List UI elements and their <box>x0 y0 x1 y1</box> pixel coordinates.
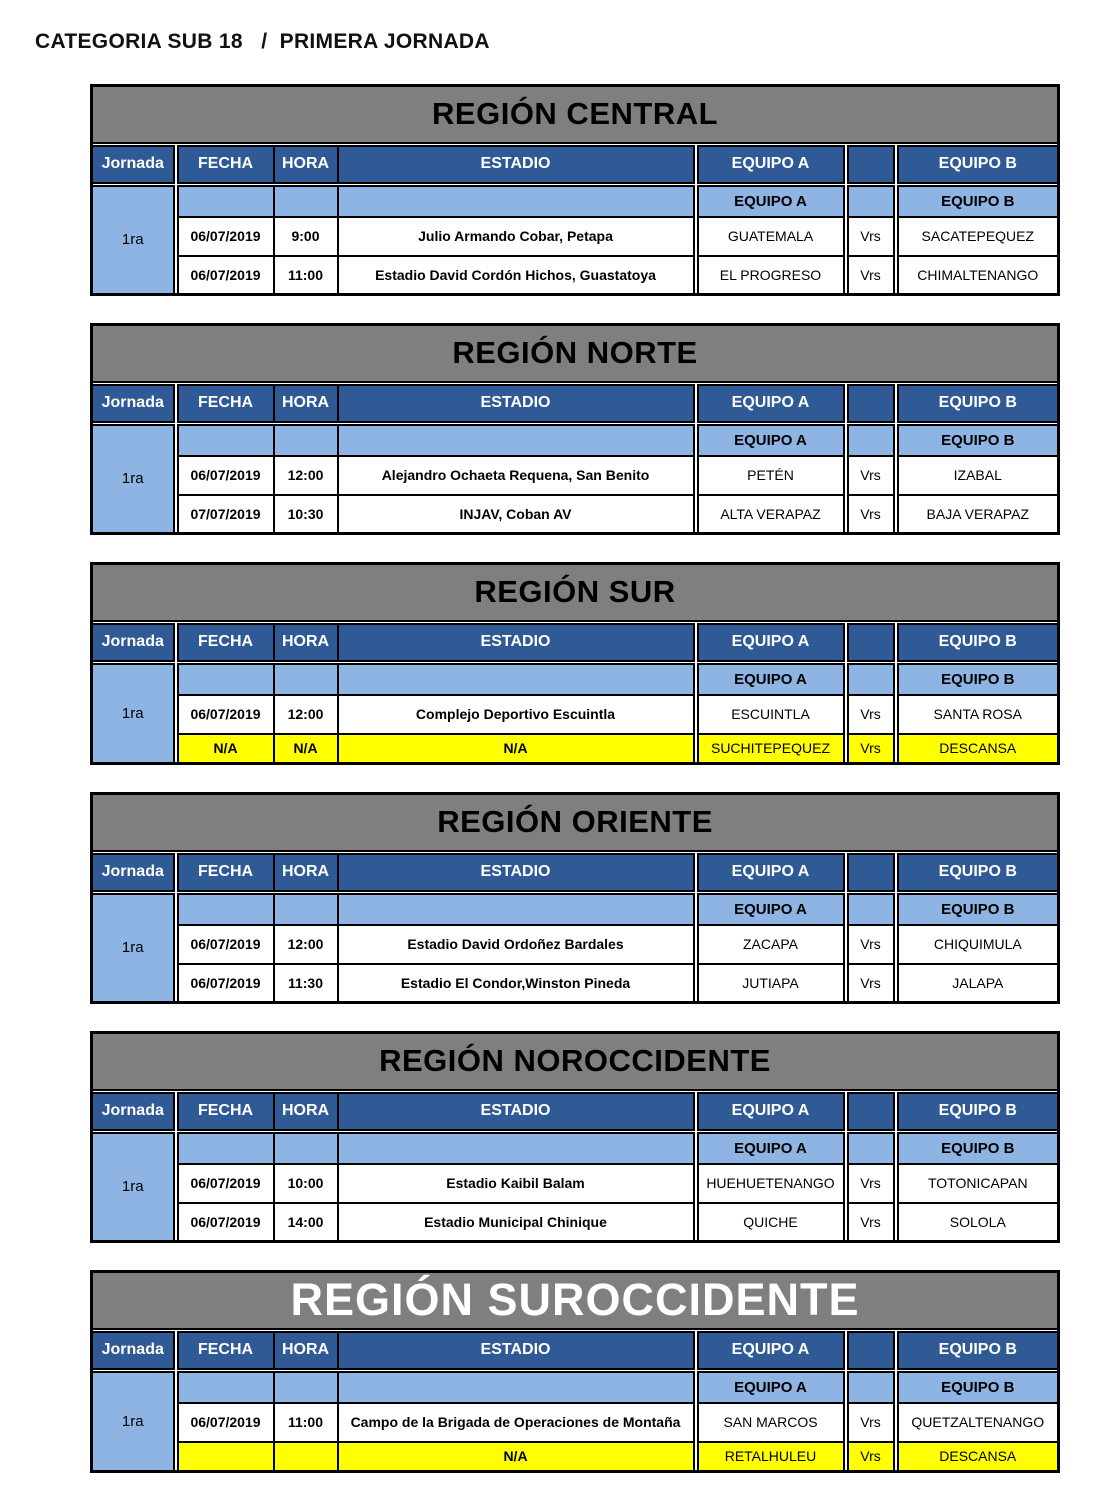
region-title: REGIÓN SUR <box>92 564 1059 621</box>
jornada-cell: 1ra <box>92 186 174 295</box>
column-header-jornada: Jornada <box>92 146 174 183</box>
column-header-equipo-b: EQUIPO B <box>898 854 1059 891</box>
subheader-fecha-empty <box>178 186 274 217</box>
subheader-hora-empty <box>274 1133 338 1164</box>
subheader-equipo-a: EQUIPO A <box>698 186 844 217</box>
column-header-jornada: Jornada <box>92 385 174 422</box>
subheader-equipo-a: EQUIPO A <box>698 664 844 695</box>
column-header-hora: HORA <box>274 1332 338 1369</box>
equipo-b-cell: QUETZALTENANGO <box>898 1403 1059 1442</box>
schedule-page <box>0 30 1107 1511</box>
column-header-fecha: FECHA <box>178 854 274 891</box>
region-table <box>90 1031 1060 1243</box>
vrs-cell: Vrs <box>848 1164 894 1203</box>
jornada-cell: 1ra <box>92 894 174 1003</box>
column-header-equipo-a: EQUIPO A <box>698 624 844 661</box>
column-header-equipo-a: EQUIPO A <box>698 385 844 422</box>
region-table <box>90 84 1060 296</box>
subheader-estadio-empty <box>338 1372 694 1403</box>
subheader-equipo-b: EQUIPO B <box>898 186 1059 217</box>
estadio-cell: Estadio Kaibil Balam <box>338 1164 694 1203</box>
equipo-a-cell: SUCHITEPEQUEZ <box>698 734 844 764</box>
column-header-estadio: ESTADIO <box>338 146 694 183</box>
subheader-equipo-b: EQUIPO B <box>898 425 1059 456</box>
column-header-fecha: FECHA <box>178 624 274 661</box>
hora-cell: 10:00 <box>274 1164 338 1203</box>
vrs-cell: Vrs <box>848 495 894 534</box>
header-row <box>92 1332 1059 1369</box>
equipo-b-cell: CHIQUIMULA <box>898 925 1059 964</box>
column-header-fecha: FECHA <box>178 1332 274 1369</box>
equipo-a-cell: EL PROGRESO <box>698 256 844 295</box>
fecha-cell: 06/07/2019 <box>178 456 274 495</box>
subheader-estadio-empty <box>338 425 694 456</box>
header-row <box>92 146 1059 183</box>
subheader-hora-empty <box>274 1372 338 1403</box>
hora-cell: N/A <box>274 734 338 764</box>
jornada-cell: 1ra <box>92 425 174 534</box>
estadio-cell: Estadio David Cordón Hichos, Guastatoya <box>338 256 694 295</box>
subheader-estadio-empty <box>338 664 694 695</box>
region-title: REGIÓN SUROCCIDENTE <box>92 1272 1059 1329</box>
hora-cell: 11:00 <box>274 256 338 295</box>
match-row <box>92 734 1059 764</box>
vrs-cell: Vrs <box>848 925 894 964</box>
region-title: REGIÓN CENTRAL <box>92 86 1059 143</box>
match-row <box>92 1442 1059 1472</box>
column-header-hora: HORA <box>274 385 338 422</box>
subheader-fecha-empty <box>178 664 274 695</box>
fecha-cell: 06/07/2019 <box>178 1403 274 1442</box>
subheader-row <box>92 1133 1059 1164</box>
match-row <box>92 695 1059 734</box>
match-row <box>92 964 1059 1003</box>
fecha-cell <box>178 1442 274 1472</box>
subheader-equipo-b: EQUIPO B <box>898 1133 1059 1164</box>
column-header-hora: HORA <box>274 1093 338 1130</box>
region-title: REGIÓN ORIENTE <box>92 794 1059 851</box>
jornada-cell: 1ra <box>92 664 174 764</box>
subheader-equipo-b: EQUIPO B <box>898 1372 1059 1403</box>
fecha-cell: 06/07/2019 <box>178 1164 274 1203</box>
hora-cell: 12:00 <box>274 695 338 734</box>
column-header-hora: HORA <box>274 624 338 661</box>
column-header-fecha: FECHA <box>178 146 274 183</box>
match-row <box>92 495 1059 534</box>
column-header-hora: HORA <box>274 146 338 183</box>
column-header-jornada: Jornada <box>92 854 174 891</box>
equipo-a-cell: SAN MARCOS <box>698 1403 844 1442</box>
estadio-cell: Estadio El Condor,Winston Pineda <box>338 964 694 1003</box>
equipo-a-cell: GUATEMALA <box>698 217 844 256</box>
subheader-equipo-a: EQUIPO A <box>698 1133 844 1164</box>
equipo-a-cell: ESCUINTLA <box>698 695 844 734</box>
column-header-equipo-a: EQUIPO A <box>698 1093 844 1130</box>
subheader-vrs-empty <box>848 186 894 217</box>
equipo-b-cell: SANTA ROSA <box>898 695 1059 734</box>
equipo-b-cell: SACATEPEQUEZ <box>898 217 1059 256</box>
column-header-equipo-a: EQUIPO A <box>698 1332 844 1369</box>
column-header-jornada: Jornada <box>92 1093 174 1130</box>
column-header-vrs-empty <box>848 146 894 183</box>
fecha-cell: 06/07/2019 <box>178 964 274 1003</box>
vrs-cell: Vrs <box>848 695 894 734</box>
fecha-cell: 06/07/2019 <box>178 1203 274 1242</box>
equipo-b-cell: BAJA VERAPAZ <box>898 495 1059 534</box>
column-header-equipo-b: EQUIPO B <box>898 385 1059 422</box>
column-header-vrs-empty <box>848 385 894 422</box>
estadio-cell: Estadio Municipal Chinique <box>338 1203 694 1242</box>
match-row <box>92 456 1059 495</box>
region-table <box>90 1270 1060 1473</box>
subheader-row <box>92 186 1059 217</box>
jornada-cell: 1ra <box>92 1133 174 1242</box>
subheader-fecha-empty <box>178 425 274 456</box>
region-tables-container <box>90 84 1057 1473</box>
vrs-cell: Vrs <box>848 1442 894 1472</box>
subheader-equipo-a: EQUIPO A <box>698 1372 844 1403</box>
equipo-a-cell: HUEHUETENANGO <box>698 1164 844 1203</box>
subheader-vrs-empty <box>848 425 894 456</box>
subheader-equipo-b: EQUIPO B <box>898 894 1059 925</box>
match-row <box>92 1203 1059 1242</box>
hora-cell: 14:00 <box>274 1203 338 1242</box>
region-title: REGIÓN NORTE <box>92 325 1059 382</box>
fecha-cell: 06/07/2019 <box>178 217 274 256</box>
subheader-vrs-empty <box>848 1133 894 1164</box>
subheader-hora-empty <box>274 186 338 217</box>
equipo-b-cell: DESCANSA <box>898 734 1059 764</box>
subheader-equipo-a: EQUIPO A <box>698 425 844 456</box>
subheader-row <box>92 894 1059 925</box>
vrs-cell: Vrs <box>848 1403 894 1442</box>
estadio-cell: Julio Armando Cobar, Petapa <box>338 217 694 256</box>
subheader-vrs-empty <box>848 1372 894 1403</box>
vrs-cell: Vrs <box>848 1203 894 1242</box>
match-row <box>92 1164 1059 1203</box>
column-header-jornada: Jornada <box>92 624 174 661</box>
subheader-fecha-empty <box>178 1372 274 1403</box>
subheader-estadio-empty <box>338 894 694 925</box>
hora-cell: 12:00 <box>274 925 338 964</box>
subheader-equipo-a: EQUIPO A <box>698 894 844 925</box>
vrs-cell: Vrs <box>848 456 894 495</box>
equipo-b-cell: CHIMALTENANGO <box>898 256 1059 295</box>
match-row <box>92 1403 1059 1442</box>
subheader-vrs-empty <box>848 664 894 695</box>
fecha-cell: 07/07/2019 <box>178 495 274 534</box>
subheader-row <box>92 1372 1059 1403</box>
column-header-estadio: ESTADIO <box>338 624 694 661</box>
region-table <box>90 792 1060 1004</box>
estadio-cell: N/A <box>338 734 694 764</box>
column-header-vrs-empty <box>848 854 894 891</box>
match-row <box>92 217 1059 256</box>
column-header-hora: HORA <box>274 854 338 891</box>
column-header-jornada: Jornada <box>92 1332 174 1369</box>
fecha-cell: 06/07/2019 <box>178 695 274 734</box>
equipo-a-cell: ZACAPA <box>698 925 844 964</box>
subheader-vrs-empty <box>848 894 894 925</box>
hora-cell: 10:30 <box>274 495 338 534</box>
estadio-cell: Alejandro Ochaeta Requena, San Benito <box>338 456 694 495</box>
header-row <box>92 624 1059 661</box>
estadio-cell: Estadio David Ordoñez Bardales <box>338 925 694 964</box>
equipo-a-cell: QUICHE <box>698 1203 844 1242</box>
hora-cell: 12:00 <box>274 456 338 495</box>
estadio-cell: N/A <box>338 1442 694 1472</box>
estadio-cell: Campo de la Brigada de Operaciones de Montaña <box>338 1403 694 1442</box>
fecha-cell: 06/07/2019 <box>178 256 274 295</box>
jornada-cell: 1ra <box>92 1372 174 1472</box>
column-header-equipo-a: EQUIPO A <box>698 854 844 891</box>
vrs-cell: Vrs <box>848 964 894 1003</box>
subheader-row <box>92 425 1059 456</box>
column-header-estadio: ESTADIO <box>338 1332 694 1369</box>
column-header-estadio: ESTADIO <box>338 1093 694 1130</box>
estadio-cell: Complejo Deportivo Escuintla <box>338 695 694 734</box>
vrs-cell: Vrs <box>848 217 894 256</box>
subheader-equipo-b: EQUIPO B <box>898 664 1059 695</box>
vrs-cell: Vrs <box>848 256 894 295</box>
column-header-vrs-empty <box>848 1093 894 1130</box>
column-header-fecha: FECHA <box>178 1093 274 1130</box>
subheader-hora-empty <box>274 425 338 456</box>
column-header-equipo-b: EQUIPO B <box>898 624 1059 661</box>
hora-cell: 9:00 <box>274 217 338 256</box>
column-header-vrs-empty <box>848 624 894 661</box>
equipo-a-cell: PETÉN <box>698 456 844 495</box>
region-table <box>90 562 1060 765</box>
header-row <box>92 385 1059 422</box>
subheader-estadio-empty <box>338 1133 694 1164</box>
match-row <box>92 925 1059 964</box>
subheader-hora-empty <box>274 664 338 695</box>
subheader-row <box>92 664 1059 695</box>
header-row <box>92 1093 1059 1130</box>
column-header-estadio: ESTADIO <box>338 854 694 891</box>
equipo-b-cell: JALAPA <box>898 964 1059 1003</box>
column-header-equipo-b: EQUIPO B <box>898 1093 1059 1130</box>
column-header-vrs-empty <box>848 1332 894 1369</box>
equipo-a-cell: ALTA VERAPAZ <box>698 495 844 534</box>
equipo-b-cell: IZABAL <box>898 456 1059 495</box>
fecha-cell: N/A <box>178 734 274 764</box>
hora-cell <box>274 1442 338 1472</box>
fecha-cell: 06/07/2019 <box>178 925 274 964</box>
equipo-b-cell: DESCANSA <box>898 1442 1059 1472</box>
subheader-fecha-empty <box>178 1133 274 1164</box>
equipo-a-cell: RETALHULEU <box>698 1442 844 1472</box>
match-row <box>92 256 1059 295</box>
column-header-equipo-a: EQUIPO A <box>698 146 844 183</box>
column-header-fecha: FECHA <box>178 385 274 422</box>
page-title: CATEGORIA SUB 18 / PRIMERA JORNADA <box>35 30 490 53</box>
equipo-a-cell: JUTIAPA <box>698 964 844 1003</box>
column-header-equipo-b: EQUIPO B <box>898 146 1059 183</box>
equipo-b-cell: TOTONICAPAN <box>898 1164 1059 1203</box>
column-header-estadio: ESTADIO <box>338 385 694 422</box>
vrs-cell: Vrs <box>848 734 894 764</box>
equipo-b-cell: SOLOLA <box>898 1203 1059 1242</box>
hora-cell: 11:30 <box>274 964 338 1003</box>
region-title: REGIÓN NOROCCIDENTE <box>92 1033 1059 1090</box>
region-table <box>90 323 1060 535</box>
estadio-cell: INJAV, Coban AV <box>338 495 694 534</box>
subheader-estadio-empty <box>338 186 694 217</box>
column-header-equipo-b: EQUIPO B <box>898 1332 1059 1369</box>
header-row <box>92 854 1059 891</box>
subheader-hora-empty <box>274 894 338 925</box>
subheader-fecha-empty <box>178 894 274 925</box>
hora-cell: 11:00 <box>274 1403 338 1442</box>
